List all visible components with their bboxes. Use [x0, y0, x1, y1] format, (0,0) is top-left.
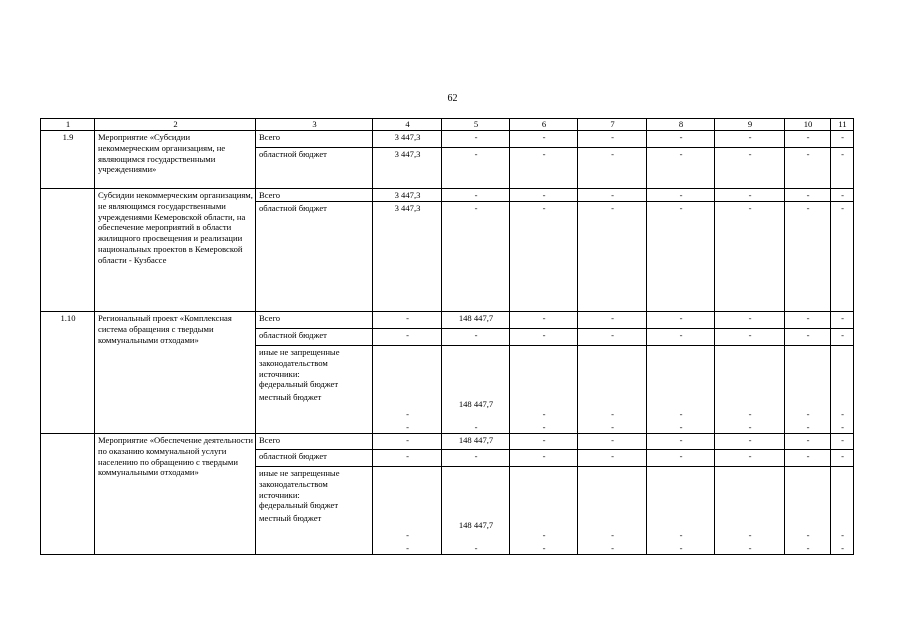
value-cell: - [578, 148, 647, 189]
value-cell: - [647, 148, 715, 189]
value-cell: - [373, 434, 442, 450]
value-cell: - - [510, 467, 578, 555]
value-cell: - - [831, 346, 854, 434]
value-cell: 148 447,7 [442, 312, 510, 329]
value-cell: - - [578, 467, 647, 555]
value-cell: - [647, 434, 715, 450]
measure-name: Региональный проект «Комплексная система обращения с твердыми коммунальными отходами» [95, 312, 256, 434]
value-cell: - [831, 450, 854, 467]
value-cell: - [442, 189, 510, 202]
value-cell: - [578, 189, 647, 202]
value-cell: - [831, 434, 854, 450]
funding-source-local: местный бюджет [259, 513, 322, 524]
funding-source: Всего [256, 189, 373, 202]
value-cell: - [831, 312, 854, 329]
value-cell: - - [785, 467, 831, 555]
value-cell: - [785, 131, 831, 148]
value-cell: - [715, 434, 785, 450]
value-cell: - [442, 450, 510, 467]
value-cell: - [442, 202, 510, 312]
header-cell: 6 [510, 119, 578, 131]
header-cell: 8 [647, 119, 715, 131]
funding-source-other: иные не запрещенные законодательством источники: [259, 347, 340, 379]
value-cell: - [510, 189, 578, 202]
value-cell: - [510, 329, 578, 346]
value-cell: - [442, 329, 510, 346]
value-cell: - [831, 329, 854, 346]
value-cell: - [647, 202, 715, 312]
measure-name: Мероприятие «Субсидии некоммерческим организациям, не являющимся государственными учреждениями» [95, 131, 256, 189]
funding-source [256, 346, 373, 434]
value-cell: - - [715, 346, 785, 434]
value-cell: - [785, 312, 831, 329]
funding-source-local: местный бюджет [259, 392, 322, 403]
value-cell: - - [647, 467, 715, 555]
value-cell: - [715, 148, 785, 189]
value-cell: - [831, 202, 854, 312]
value-cell: - [647, 329, 715, 346]
header-cell: 9 [715, 119, 785, 131]
value-cell: - [715, 202, 785, 312]
value-cell: - - [831, 467, 854, 555]
measure-name: Субсидии некоммерческим организациям, не являющимся государственными учреждениями Кемеровской области, на обеспечение мероприятий в области жилищного просвещения и реализации национальных проектов в Кемеровской области - Кузбассе [95, 189, 256, 312]
value-cell: - [715, 189, 785, 202]
header-cell: 10 [785, 119, 831, 131]
header-cell: 2 [95, 119, 256, 131]
value-cell: 3 447,3 [373, 189, 442, 202]
row-number: 1.9 [41, 131, 95, 189]
funding-source-federal: федеральный бюджет [259, 379, 339, 390]
funding-source-federal: федеральный бюджет [259, 500, 339, 511]
value-cell: - [510, 450, 578, 467]
value-cell: - [510, 434, 578, 450]
value-cell: 3 447,3 [373, 148, 442, 189]
header-cell: 5 [442, 119, 510, 131]
row-number: 1.10 [41, 312, 95, 434]
header-cell: 7 [578, 119, 647, 131]
value-cell: 3 447,3 [373, 131, 442, 148]
table-row [41, 189, 854, 202]
value-cell: - [715, 450, 785, 467]
value-cell: - - [373, 467, 442, 555]
funding-source: областной бюджет [256, 202, 373, 312]
value-cell: - - [715, 467, 785, 555]
value-cell: - [510, 312, 578, 329]
value-cell: - [373, 312, 442, 329]
value-cell: - [578, 312, 647, 329]
value-cell: - [510, 148, 578, 189]
funding-source: областной бюджет [256, 450, 373, 467]
value-cell: - [715, 312, 785, 329]
funding-source: областной бюджет [256, 329, 373, 346]
value-cell: - - [785, 346, 831, 434]
funding-source: областной бюджет [256, 148, 373, 189]
value-cell: - [647, 312, 715, 329]
header-cell: 11 [831, 119, 854, 131]
value-cell: - [785, 202, 831, 312]
row-number [41, 189, 95, 312]
value-cell: - - [510, 346, 578, 434]
value-cell: - [785, 329, 831, 346]
value-cell: 148 447,7 - [442, 467, 510, 555]
value-cell: - [510, 131, 578, 148]
value-cell: - [647, 189, 715, 202]
value-cell: - [647, 131, 715, 148]
value-cell: - [785, 434, 831, 450]
value-cell: - [831, 148, 854, 189]
table-row [41, 131, 854, 148]
value-cell: - [578, 450, 647, 467]
value-cell: - [442, 148, 510, 189]
value-cell: 148 447,7 - [442, 346, 510, 434]
value-cell: - - [647, 346, 715, 434]
budget-table [40, 118, 854, 555]
value-cell: - [785, 148, 831, 189]
value-cell: - [831, 189, 854, 202]
value-cell: - [373, 450, 442, 467]
value-cell: - [785, 189, 831, 202]
value-cell: - [785, 450, 831, 467]
value-cell: - [442, 131, 510, 148]
table-row [41, 434, 854, 450]
value-cell: - [578, 131, 647, 148]
header-cell: 4 [373, 119, 442, 131]
header-row [41, 119, 854, 131]
value-cell: - [578, 434, 647, 450]
table-row [41, 312, 854, 329]
header-cell: 3 [256, 119, 373, 131]
funding-source [256, 467, 373, 555]
value-cell: - [647, 450, 715, 467]
header-cell: 1 [41, 119, 95, 131]
measure-name: Мероприятие «Обеспечение деятельности по оказанию коммунальной услуги населению по обращению с твердыми коммунальными отходами» [95, 434, 256, 555]
value-cell: - [373, 329, 442, 346]
value-cell: 3 447,3 [373, 202, 442, 312]
funding-source-other: иные не запрещенные законодательством источники: [259, 468, 340, 500]
funding-source: Всего [256, 131, 373, 148]
value-cell: - - [373, 346, 442, 434]
value-cell: - [578, 329, 647, 346]
funding-source: Всего [256, 312, 373, 329]
value-cell: - - [578, 346, 647, 434]
value-cell: 148 447,7 [442, 434, 510, 450]
page-number: 62 [447, 93, 458, 104]
row-number [41, 434, 95, 555]
value-cell: - [715, 131, 785, 148]
value-cell: - [578, 202, 647, 312]
value-cell: - [715, 329, 785, 346]
funding-source: Всего [256, 434, 373, 450]
value-cell: - [510, 202, 578, 312]
value-cell: - [831, 131, 854, 148]
